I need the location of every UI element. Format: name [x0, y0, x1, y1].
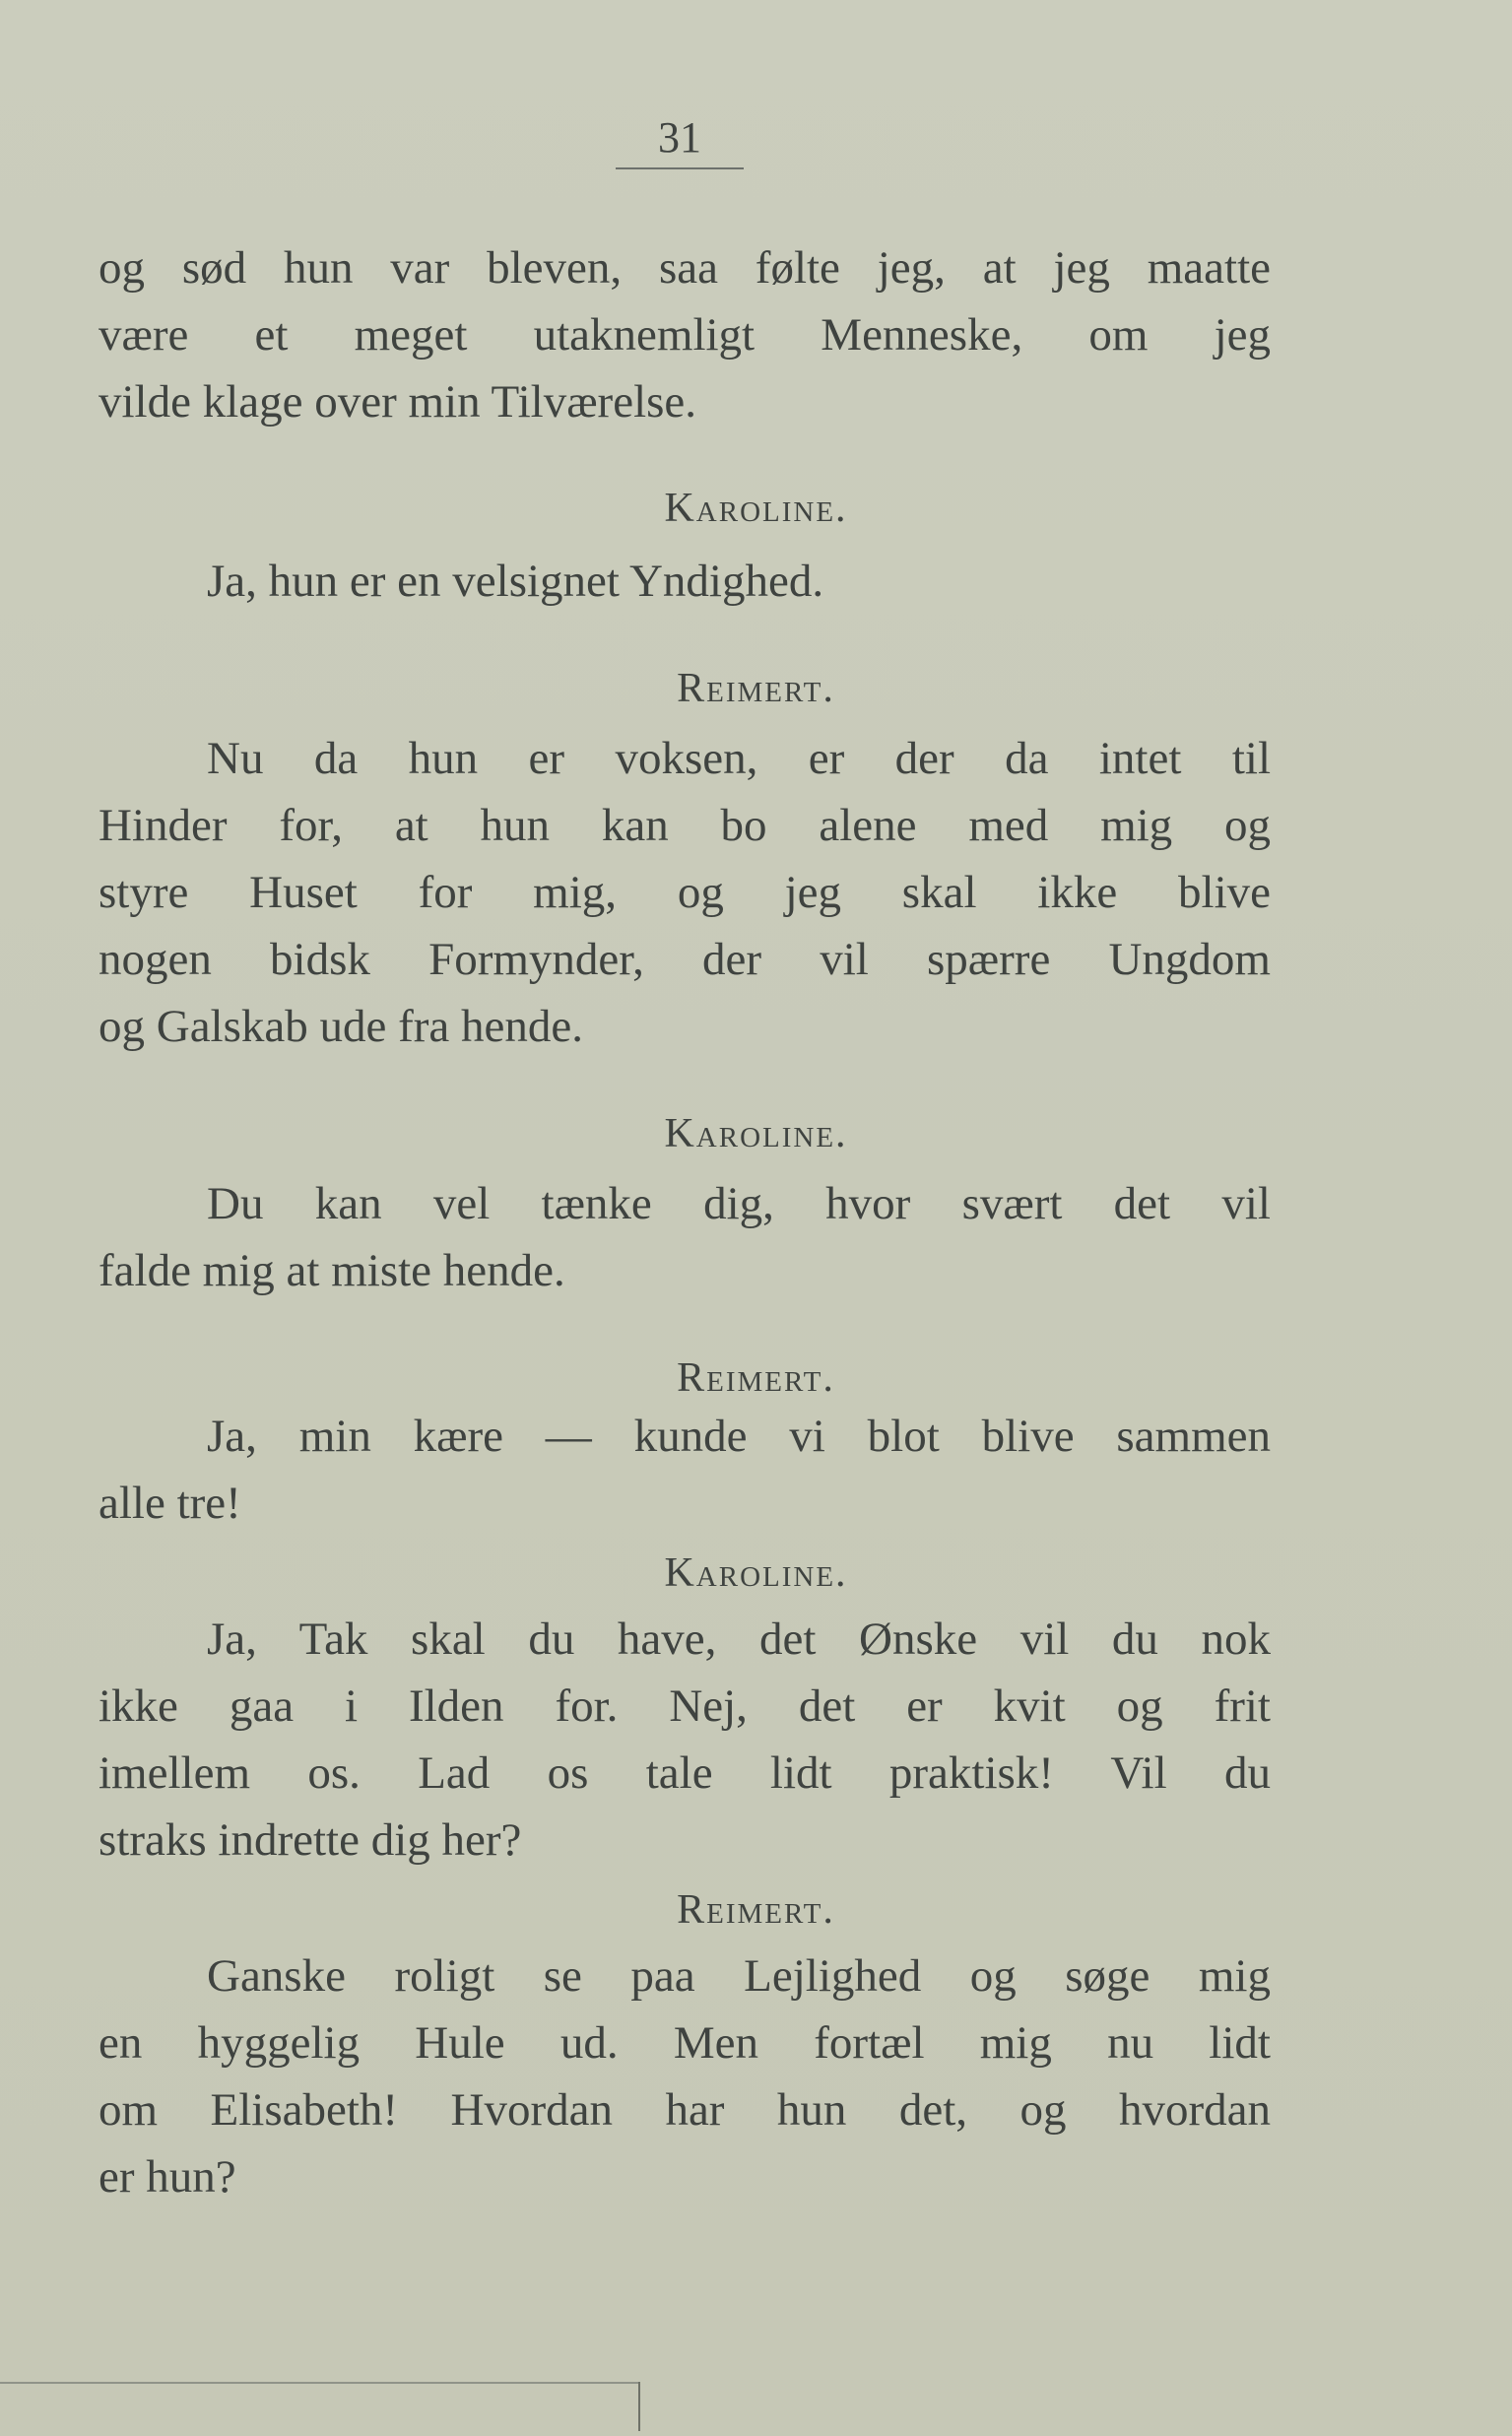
- text-line: om Elisabeth! Hvordan har hun det, og hvordan: [99, 2084, 1271, 2136]
- text-line: straks indrette dig her?: [99, 1814, 522, 1866]
- bottom-edge-mark: [638, 2382, 640, 2431]
- text-line: styre Huset for mig, og jeg skal ikke blive: [99, 867, 1271, 918]
- text-line: falde mig at miste hende.: [99, 1245, 565, 1296]
- text-line: Ja, hun er en velsignet Yndighed.: [207, 556, 824, 607]
- page-number: 31: [658, 113, 701, 162]
- text-line: Du kan vel tænke dig, hvor svært det vil: [207, 1178, 1271, 1229]
- text-line: vilde klage over min Tilværelse.: [99, 376, 697, 428]
- text-line: Ganske roligt se paa Lejlighed og søge mig: [207, 1950, 1271, 2002]
- text-line: og Galskab ude fra hende.: [99, 1001, 584, 1052]
- speaker-name: Reimert.: [677, 1887, 835, 1933]
- text-line: være et meget utaknemligt Menneske, om jeg: [99, 309, 1271, 361]
- speaker-name: Karoline.: [664, 1550, 848, 1596]
- page-number-rule: [616, 167, 744, 169]
- text-line: og sød hun var bleven, saa følte jeg, at jeg maatte: [99, 242, 1271, 294]
- bottom-edge-rule: [0, 2382, 640, 2384]
- speaker-name: Karoline.: [664, 1111, 848, 1156]
- text-line: Ja, min kære — kunde vi blot blive sammen: [207, 1411, 1271, 1462]
- text-line: Nu da hun er voksen, er der da intet til: [207, 733, 1271, 784]
- text-line: er hun?: [99, 2151, 236, 2203]
- text-line: ikke gaa i Ilden for. Nej, det er kvit og frit: [99, 1680, 1271, 1732]
- text-line: Ja, Tak skal du have, det Ønske vil du nok: [207, 1613, 1271, 1665]
- speaker-name: Reimert.: [677, 666, 835, 711]
- speaker-name: Karoline.: [664, 486, 848, 531]
- speaker-name: Reimert.: [677, 1355, 835, 1401]
- text-line: en hyggelig Hule ud. Men fortæl mig nu lidt: [99, 2017, 1271, 2069]
- text-line: Hinder for, at hun kan bo alene med mig og: [99, 800, 1271, 851]
- text-line: nogen bidsk Formynder, der vil spærre Ungdom: [99, 934, 1271, 985]
- text-line: alle tre!: [99, 1478, 241, 1529]
- text-line: imellem os. Lad os tale lidt praktisk! Vil du: [99, 1747, 1271, 1799]
